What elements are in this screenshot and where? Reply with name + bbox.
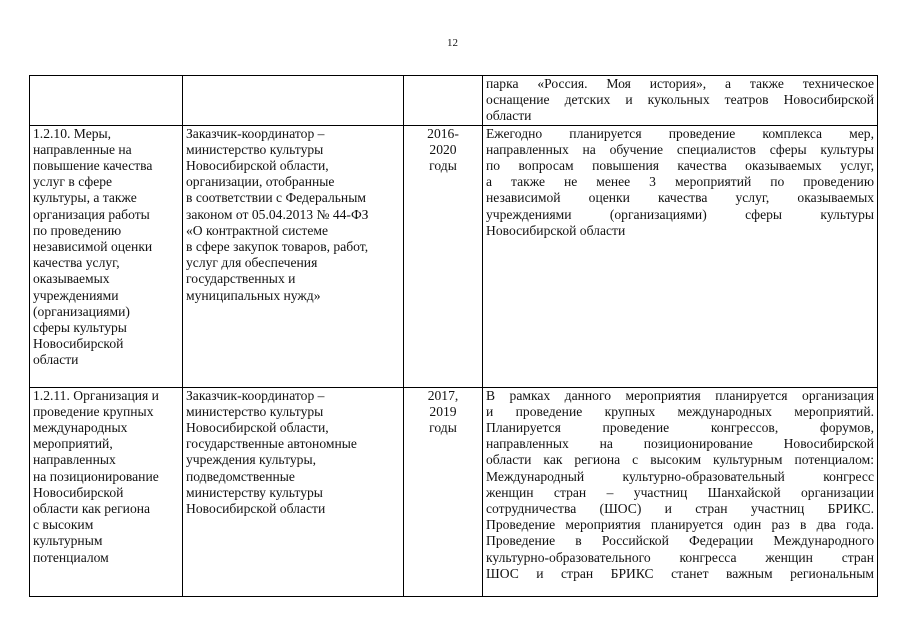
measure-line: независимой оценки <box>33 239 153 255</box>
description-line: независимой оценки качества услуг, оказываемых <box>486 190 874 206</box>
period-line: 2019 <box>429 403 457 419</box>
executor-line: Новосибирской области, <box>186 158 329 174</box>
measure-line: учреждениями <box>33 287 119 303</box>
description-line: сотрудничества (ШОС) и стран участниц БРИКС. <box>486 501 874 517</box>
executor-line: министерство культуры <box>186 403 324 419</box>
executor-line: подведомственные <box>186 468 295 484</box>
program-measures-table <box>29 75 878 597</box>
measure-line: услуг в сфере <box>33 174 113 190</box>
description-line: В рамках данного мероприятия планируется организация <box>486 387 874 403</box>
measure-line: сферы культуры <box>33 320 127 336</box>
executor-line: Заказчик-координатор – <box>186 125 325 141</box>
executor-line: министерству культуры <box>186 484 323 500</box>
description-cell <box>483 125 878 387</box>
measure-line: по проведению <box>33 222 122 238</box>
measure-cell <box>30 76 183 126</box>
measure-line: международных <box>33 420 128 436</box>
description-line: учреждениями (организациями) сферы культуры <box>486 206 874 222</box>
executor-cell <box>183 125 404 387</box>
table-row-measure-1-2-11 <box>30 387 878 596</box>
measure-line: 1.2.10. Меры, <box>33 125 112 141</box>
measure-line: (организациями) <box>33 303 130 319</box>
description-line: оснащение детских и кукольных театров Новосибирской <box>486 92 874 108</box>
executor-line: муниципальных нужд» <box>186 287 321 303</box>
table-row-continuation <box>30 76 878 126</box>
period-cell <box>404 125 483 387</box>
measure-line: организация работы <box>33 206 150 222</box>
executor-line: организации, отобранные <box>186 174 335 190</box>
page-number: 12 <box>447 37 458 49</box>
executor-cell <box>183 76 404 126</box>
executor-line: Заказчик-координатор – <box>186 387 325 403</box>
executor-line: государственные автономные <box>186 436 357 452</box>
measure-line: повышение качества <box>33 158 153 174</box>
period-line: 2016- <box>427 125 459 141</box>
executor-line: «О контрактной системе <box>186 222 328 238</box>
description-line: области <box>486 108 532 124</box>
description-line: Международный культурно-образовательный конгресс <box>486 468 874 484</box>
measure-line: направленные на <box>33 141 132 157</box>
measure-line: проведение крупных <box>33 403 154 419</box>
executor-line: услуг для обеспечения <box>186 255 318 271</box>
description-cell <box>483 76 878 126</box>
description-line: направленных на обучение специалистов сферы культуры <box>486 141 874 157</box>
period-cell <box>404 387 483 596</box>
table-row-measure-1-2-10 <box>30 125 878 387</box>
measure-line: оказываемых <box>33 271 110 287</box>
description-line: а также не менее 3 мероприятий по проведению <box>486 174 874 190</box>
description-line: области как региона с высоким культурным потенциалом: <box>486 452 874 468</box>
executor-cell <box>183 387 404 596</box>
measure-line: 1.2.11. Организация и <box>33 387 159 403</box>
description-line: культурно-образовательного конгресса женщин стран <box>486 549 874 565</box>
executor-line: государственных и <box>186 271 296 287</box>
measure-line: направленных <box>33 452 116 468</box>
description-line: парка «Россия. Моя история», а также техническое <box>486 76 874 91</box>
executor-line: министерство культуры <box>186 141 324 157</box>
measure-line: на позиционирование <box>33 468 159 484</box>
description-cell <box>483 387 878 596</box>
measure-line: области <box>33 352 79 368</box>
period-line: годы <box>429 158 457 174</box>
period-line: годы <box>429 420 457 436</box>
measure-line: Новосибирской <box>33 336 124 352</box>
measure-line: области как региона <box>33 501 151 517</box>
description-line: Ежегодно планируется проведение комплекса мер, <box>486 125 874 141</box>
description-line: Проведение в Российской Федерации Международного <box>486 533 874 549</box>
measure-line: культурным <box>33 533 103 549</box>
executor-line: в сфере закупок товаров, работ, <box>186 239 369 255</box>
description-line: женщин стран – участниц Шанхайской организации <box>486 484 874 500</box>
measure-cell <box>30 387 183 596</box>
executor-line: в соответствии с Федеральным <box>186 190 366 206</box>
description-line: ШОС и стран БРИКС станет важным региональным <box>486 565 874 581</box>
description-line: Новосибирской области <box>486 222 626 238</box>
measure-cell <box>30 125 183 387</box>
measure-line: качества услуг, <box>33 255 120 271</box>
period-line: 2017, <box>427 387 459 403</box>
measure-line: культуры, а также <box>33 190 137 206</box>
executor-line: Новосибирской области <box>186 501 326 517</box>
executor-line: учреждения культуры, <box>186 452 316 468</box>
description-line: направленных на позиционирование Новосибирской <box>486 436 874 452</box>
period-cell <box>404 76 483 126</box>
executor-line: Новосибирской области, <box>186 420 329 436</box>
description-line: Проведение мероприятия планируется один раз в два года. <box>486 517 874 533</box>
description-line: Планируется проведение конгрессов, форумов, <box>486 420 874 436</box>
description-line: и проведение крупных международных мероприятий. <box>486 403 874 419</box>
description-line: по вопросам повышения качества оказываемых услуг, <box>486 158 874 174</box>
measure-line: потенциалом <box>33 549 109 565</box>
period-line: 2020 <box>429 141 457 157</box>
measure-line: мероприятий, <box>33 436 113 452</box>
measure-line: с высоким <box>33 517 94 533</box>
measure-line: Новосибирской <box>33 484 124 500</box>
executor-line: законом от 05.04.2013 № 44-ФЗ <box>186 206 369 222</box>
